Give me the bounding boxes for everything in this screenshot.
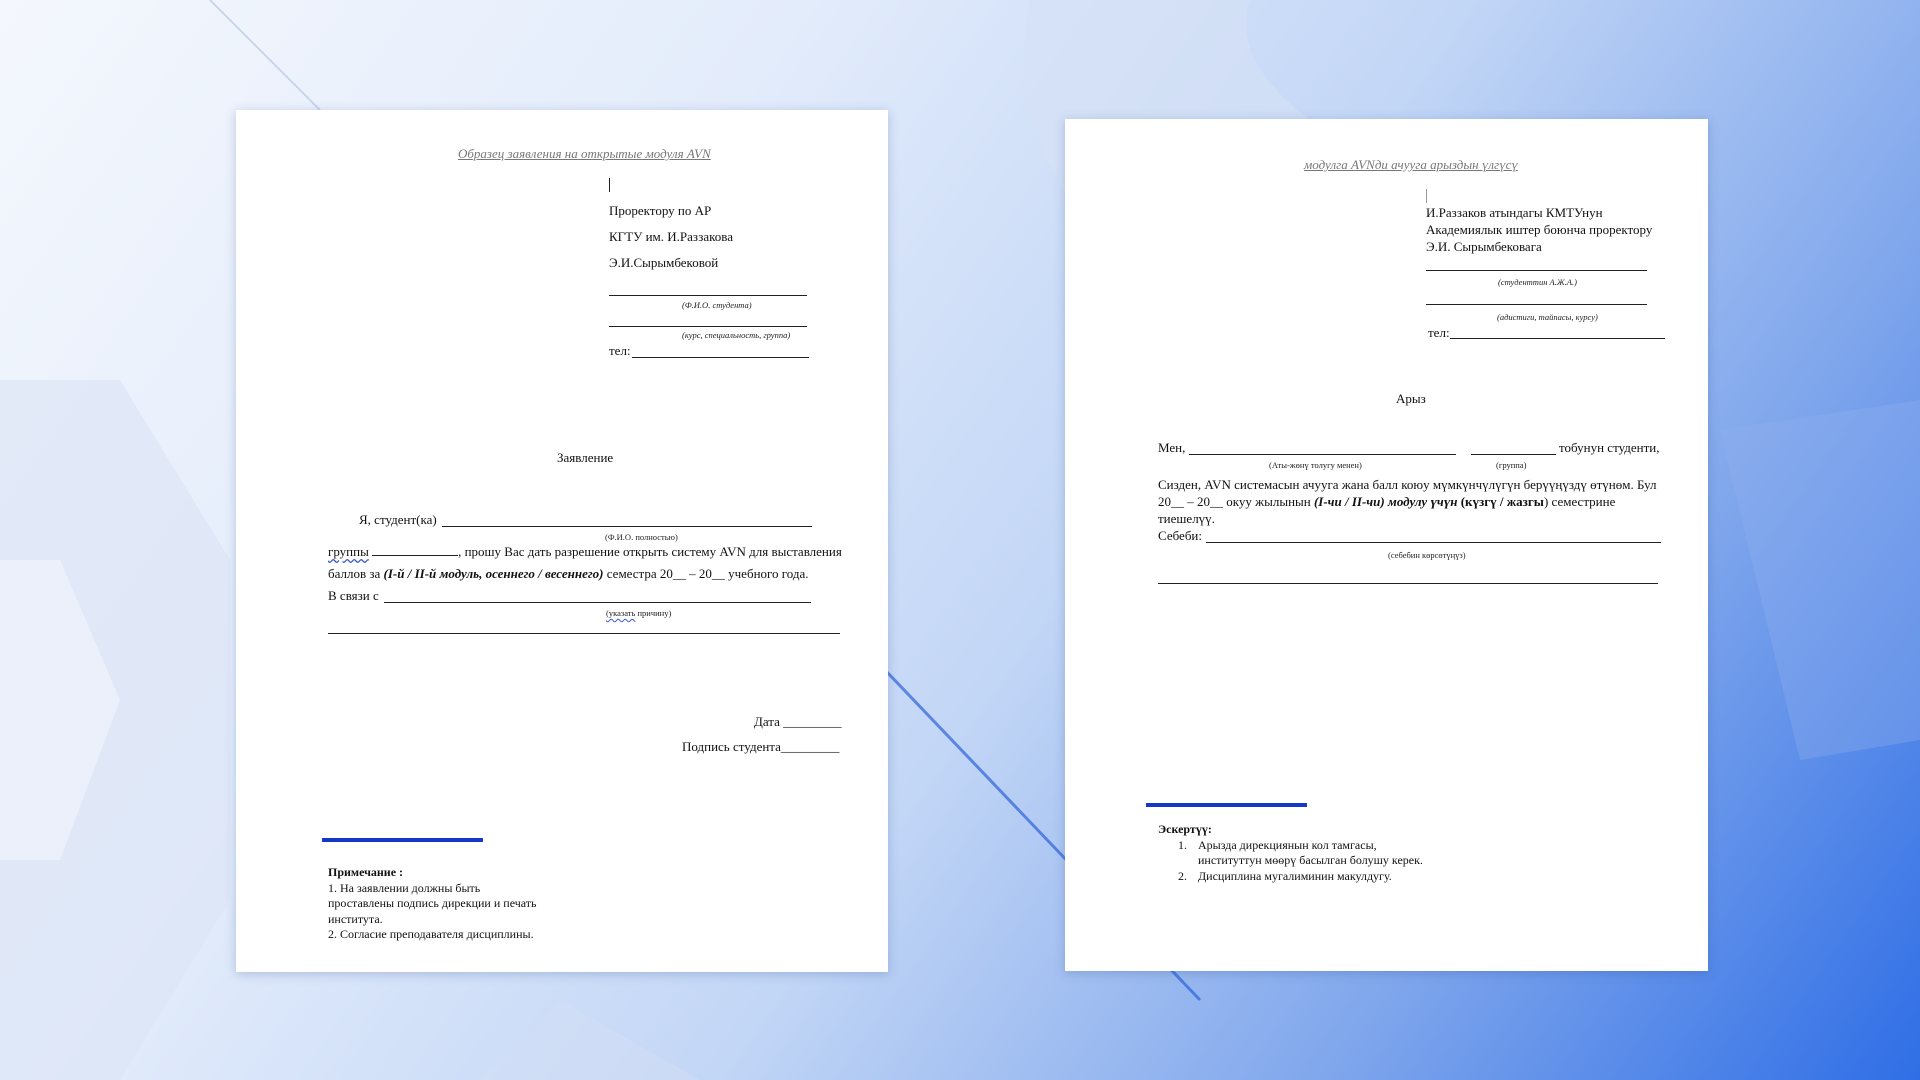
fill-line [384, 602, 811, 603]
points-prefix: баллов за [328, 566, 384, 581]
reason-label: В связи с [328, 588, 379, 603]
body-line: Сизден, AVN системасын ачууга жана балл коюу мүмкүнчүлүгүн берүүңүздү өтүнөм. Бул [1158, 477, 1657, 492]
note-block [1158, 822, 1423, 884]
fill-line [1450, 338, 1665, 339]
field-caption: (Аты-жөнү толугу менен) [1269, 460, 1362, 470]
line2-bold: (күзгү / жазгы [1457, 494, 1544, 509]
note-title: Эскертүү: [1158, 822, 1212, 836]
note-item [1158, 838, 1423, 854]
note-item-text: Дисциплина мугалиминин макулдугу. [1198, 868, 1392, 883]
application-sample-ky [1065, 119, 1708, 971]
note-item: 1. На заявлении должны быть [328, 880, 481, 895]
line2-bold-italic: (I-чи / II-чи) модулу үчүн [1313, 494, 1458, 509]
student-label: Я, студент(ка) [359, 512, 437, 527]
document-heading: Арыз [1396, 391, 1426, 406]
note-item: институттун мөөрү басылган болушу керек. [1198, 853, 1423, 868]
note-item-text: Арызда дирекциянын кол тамгасы, [1198, 837, 1377, 852]
group-word: группы [328, 544, 369, 559]
date-label: Дата _________ [754, 714, 842, 729]
document-heading: Заявление [557, 450, 614, 465]
field-caption: (студенттин А.Ж.А.) [1498, 277, 1577, 287]
note-item-number: 1. [1178, 837, 1187, 852]
field-caption: (себебин көрсөтүңүз) [1388, 550, 1466, 560]
caption-word: (указать [606, 608, 636, 618]
note-item [1158, 869, 1423, 885]
addressee-line: Э.И.Сырымбековой [609, 255, 719, 270]
me-label: Мен, [1158, 440, 1186, 455]
line2-prefix: 20__ – 20__ окуу жылынын [1158, 494, 1314, 509]
phone-label: тел: [1428, 325, 1450, 340]
fill-line [1158, 583, 1658, 584]
note-item: 2. Согласие преподавателя дисциплины. [328, 927, 534, 942]
field-caption: (курс, специальность, группа) [682, 330, 791, 340]
addressee-line: Э.И. Сырымбековага [1426, 239, 1542, 254]
note-item: института. [328, 911, 383, 926]
fill-line [442, 526, 812, 527]
body-line [328, 544, 842, 561]
field-caption: (адистиги, тайпасы, курсу) [1497, 312, 1598, 322]
body-line [328, 566, 809, 583]
note-item: проставлены подпись дирекции и печать [328, 896, 537, 911]
fill-line [1471, 454, 1556, 455]
addressee-line: КГТУ им. И.Раззакова [609, 229, 733, 244]
reason-label: Себеби: [1158, 528, 1202, 543]
group-suffix: тобунун студенти, [1559, 440, 1660, 455]
field-caption: (Ф.И.О. полностью) [605, 532, 678, 542]
fill-line [1206, 542, 1661, 543]
fill-line [1426, 270, 1647, 271]
accent-bar [322, 838, 483, 842]
fill-line [1189, 454, 1456, 455]
fill-line [1426, 304, 1647, 305]
addressee-line: Академиялык иштер боюнча проректору [1426, 222, 1653, 237]
addressee-line: Проректору по АР [609, 203, 712, 218]
text-cursor [609, 178, 610, 192]
sample-title: модулга AVNди ачууга арыздын үлгүсү [1304, 157, 1518, 172]
background-shape [480, 1000, 700, 1080]
text-cursor [1426, 189, 1427, 203]
fill-line [609, 295, 807, 296]
fill-line [372, 555, 458, 556]
sample-title: Образец заявления на открытые модуля AVN [458, 146, 711, 161]
body-line: тиешелүү. [1158, 511, 1215, 526]
fill-line [328, 633, 840, 634]
body-line [1158, 494, 1615, 511]
note-item-number: 2. [1178, 868, 1187, 883]
field-caption: (Ф.И.О. студента) [682, 300, 752, 310]
field-caption: (группа) [1496, 460, 1527, 470]
note-title: Примечание : [328, 865, 404, 879]
line2-suffix: ) семестрине [1543, 494, 1616, 509]
addressee-line: И.Раззаков атындагы КМТУнун [1426, 205, 1603, 220]
points-suffix: семестра 20__ – 20__ учебного года. [603, 566, 809, 581]
phone-label: тел: [609, 343, 631, 358]
background-shape [1720, 400, 1920, 760]
background-diagonal-line [210, 0, 320, 110]
caption-rest: причину) [635, 608, 672, 618]
application-sample-ru [236, 110, 888, 972]
points-bold: (I-й / II-й модуль, осеннего / весеннего) [383, 566, 604, 581]
field-caption [606, 608, 671, 619]
signature-label: Подпись студента_________ [682, 739, 840, 754]
request-text: , прошу Вас дать разрешение открыть систему AVN для выставления [458, 544, 842, 559]
fill-line [632, 357, 809, 358]
note-block [328, 865, 536, 943]
fill-line [609, 326, 807, 327]
accent-bar [1146, 803, 1307, 807]
